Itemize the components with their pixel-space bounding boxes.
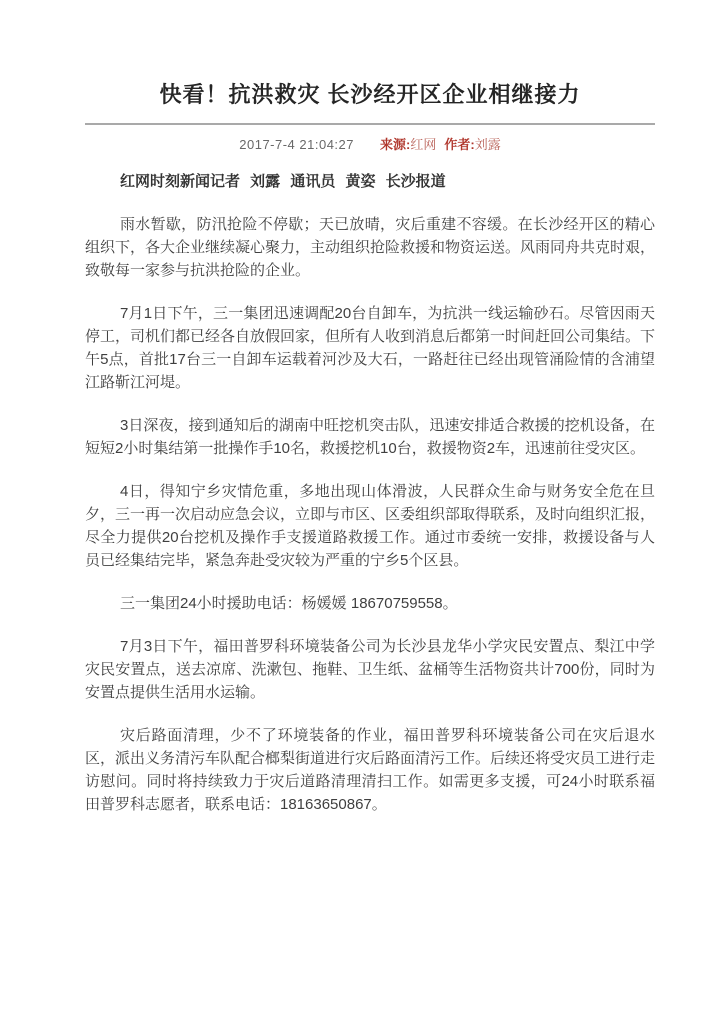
author-group bbox=[444, 137, 500, 152]
hotline-paragraph: 三一集团24小时援助电话：杨媛媛 18670759558。 bbox=[120, 595, 458, 612]
author-label: 作者: bbox=[444, 137, 475, 152]
author-value: 刘露 bbox=[474, 137, 501, 152]
article-body bbox=[85, 170, 655, 816]
article-byline: 红网时刻新闻记者 刘露 通讯员 黄姿 长沙报道 bbox=[120, 173, 446, 190]
source-label: 来源: bbox=[380, 137, 411, 152]
source-value: 红网 bbox=[410, 137, 437, 152]
article-meta bbox=[85, 137, 655, 153]
article-paragraph-4: 4日，得知宁乡灾情危重，多地出现山体滑波，人民群众生命与财务安全危在旦夕，三一再一次启动应急会议，立即与市区、区委组织部取得联系，及时向组织汇报，尽全力提供20台挖机及操作手支援道路救援工作。通过市委统一安排，救援设备与人员已经集结完毕，紧急奔赴受灾较为严重的宁乡5个区县。 bbox=[85, 483, 656, 569]
article-paragraph-1: 雨水暂歇，防汛抢险不停歇；天已放晴，灾后重建不容缓。在长沙经开区的精心组织下，各大企业继续凝心聚力，主动组织抢险救援和物资运送。风雨同舟共克时艰，致敬每一家参与抗洪抢险的企业。 bbox=[85, 216, 656, 279]
article-paragraph-7: 灾后路面清理，少不了环境装备的作业，福田普罗科环境装备公司在灾后退水区，派出义务清污车队配合榔梨街道进行灾后路面清污工作。后续还将受灾员工进行走访慰问。同时将持续致力于灾后道路清理清扫工作。如需更多支援，可24小时联系福田普罗科志愿者，联系电话：18163650867。 bbox=[85, 727, 656, 813]
page-title: 快看！抗洪救灾 长沙经开区企业相继接力 bbox=[159, 82, 581, 107]
title-divider bbox=[85, 123, 655, 125]
publish-datetime: 2017-7-4 21:04:27 bbox=[239, 137, 355, 152]
article-paragraph-2: 7月1日下午，三一集团迅速调配20台自卸车，为抗洪一线运输砂石。尽管因雨天停工，司机们都已经各自放假回家，但所有人收到消息后都第一时间赶回公司集结。下午5点，首批17台三一自卸车运载着河沙及大石，一路赶往已经出现管涌险情的含浦望江路靳江河堤。 bbox=[85, 305, 656, 391]
article-column bbox=[85, 0, 655, 816]
article-paragraph-6: 7月3日下午，福田普罗科环境装备公司为长沙县龙华小学灾民安置点、梨江中学灾民安置点，送去凉席、洗漱包、拖鞋、卫生纸、盆桶等生活物资共计700份，同时为安置点提供生活用水运输。 bbox=[85, 638, 655, 701]
source-group bbox=[380, 137, 436, 152]
article-paragraph-3: 3日深夜，接到通知后的湖南中旺挖机突击队，迅速安排适合救援的挖机设备，在短短2小时集结第一批操作手10名，救援挖机10台，救援物资2车，迅速前往受灾区。 bbox=[85, 417, 655, 457]
